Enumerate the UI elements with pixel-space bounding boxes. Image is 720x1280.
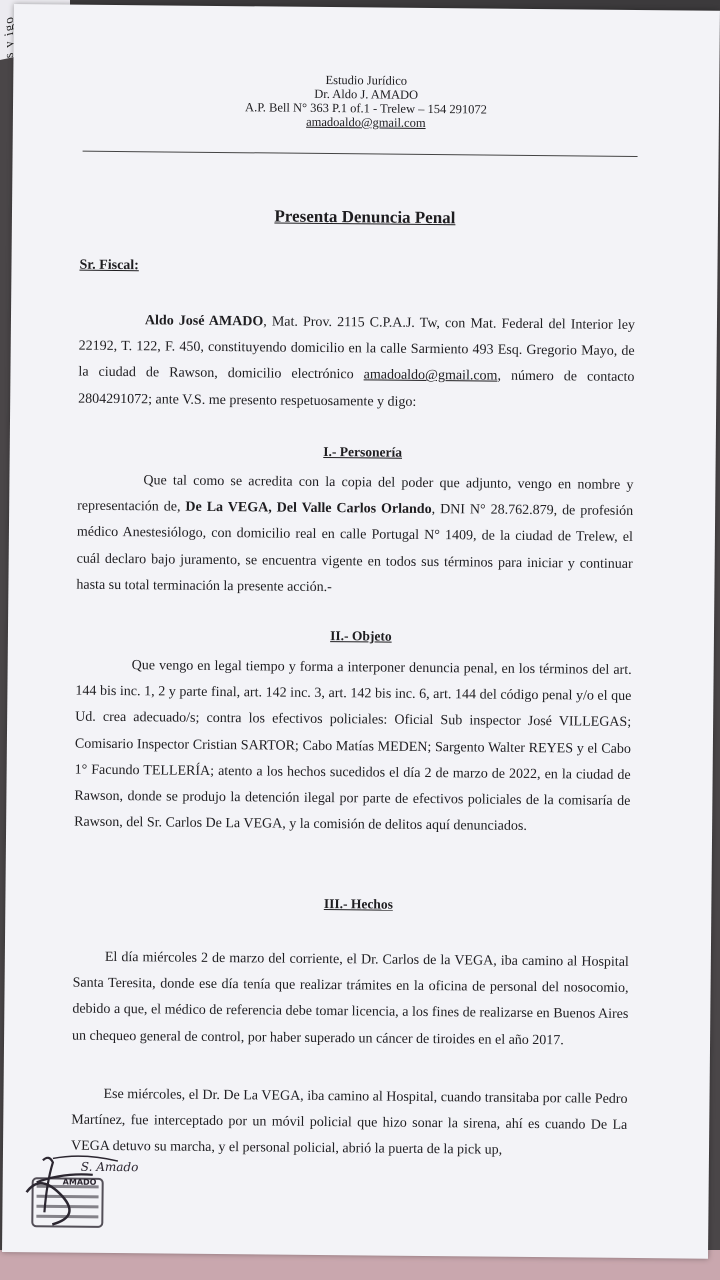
objeto-paragraph: Que vengo en legal tiempo y forma a interponer denuncia penal, en los términos del art. 144 bis inc. 1, 2 y parte final, art. 142 inc. 3, art. 142 bis inc. 6, art. 144 del código penal y/o el que Ud. crea adecuado/s; contra los efectivos policiales: Oficial Sub inspector José VILLEGAS; Comisario Inspector Cristian SARTOR; Cabo Matías MEDEN; Sargento Walter REYES y el Cabo 1° Facundo TELLERÍA; atento a los hechos sucedidos el día 2 de marzo de 2022, en la ciudad de Rawson, donde se produjo la detención ilegal por parte de efectivos policiales de la comisaría de Rawson, del Sr. Carlos De La VEGA, y la comisión de delitos aquí denunciados. (74, 658, 632, 835)
letterhead-divider (83, 151, 638, 157)
intro-email[interactable]: amadoaldo@gmail.com (363, 367, 498, 385)
personeria-paragraph: Que tal como se acredita con la copia del poder que adjunto, vengo en nombre y representación de, De La VEGA, Del Valle Carlos Orlando, DNI N° 28.762.879, de profesión médico Anestesiólogo, con domicilio real en calle Portugal N° 1409, de la ciudad de Trelew, el cuál declaro bajo juramento, se encuentra vigente en todos sus términos para iniciar y continuar hasta su total terminación la presente acción.- (76, 473, 634, 595)
document-page (2, 4, 720, 1259)
underlying-page-text: s y igo (1, 14, 16, 60)
signature-stamp (22, 1152, 139, 1235)
hechos-paragraph-2: Ese miércoles, el Dr. De La VEGA, iba camino al Hospital, cuando transitaba por calle Pedro Martínez, fue interceptado por un móvil policial que hizo sonar la sirena, ahí es cuando De La VEGA detuvo su marcha, y el personal policial, abrió la puerta de la pick up, (70, 1086, 628, 1159)
addressee: Sr. Fiscal: (79, 257, 139, 274)
document-title: Presenta Denuncia Penal (274, 206, 456, 228)
client-name: De La VEGA, Del Valle Carlos Orlando (185, 499, 432, 518)
letterhead-firm: Estudio Jurídico (325, 72, 408, 88)
section-hechos-heading: III.- Hechos (323, 896, 393, 912)
letterhead-email[interactable]: amadoaldo@gmail.com (306, 114, 426, 130)
letterhead-address: A.P. Bell N° 363 P.1 of.1 - Trelew – 154 291072 (245, 100, 487, 117)
intro-paragraph: Aldo José AMADO, Mat. Prov. 2115 C.P.A.J. Tw, con Mat. Federal del Interior ley 22192, T. 122, F. 450, constituyendo domicilio en la calle Sarmiento 493 Esq. Gregorio Mayo, de la ciudad de Rawson, domicilio electrónico amadoaldo@gmail.com, número de contacto 2804291072; ante V.S. me presento respetuosamente y digo: (78, 313, 636, 410)
section-objeto-heading: II.- Objeto (330, 628, 392, 644)
svg-text:AMADO: AMADO (62, 1177, 97, 1187)
svg-text:S. Amado: S. Amado (80, 1159, 139, 1175)
lawyer-name: Aldo José AMADO (144, 313, 264, 330)
section-personeria-heading: I.- Personería (323, 443, 403, 460)
letterhead-lawyer: Dr. Aldo J. AMADO (314, 86, 419, 102)
letterhead (13, 70, 720, 133)
hechos-paragraph-1: El día miércoles 2 de marzo del corriente, el Dr. Carlos de la VEGA, iba camino al Hospital Santa Teresita, donde ese día tenía que realizar trámites en la oficina de personal del nosocomio, debido a que, el médico de referencia debe tomar licencia, a los fines de realizarse en Buenos Aires un chequeo general de control, por haber superado un cáncer de tiroides en el año 2017. (72, 949, 629, 1048)
